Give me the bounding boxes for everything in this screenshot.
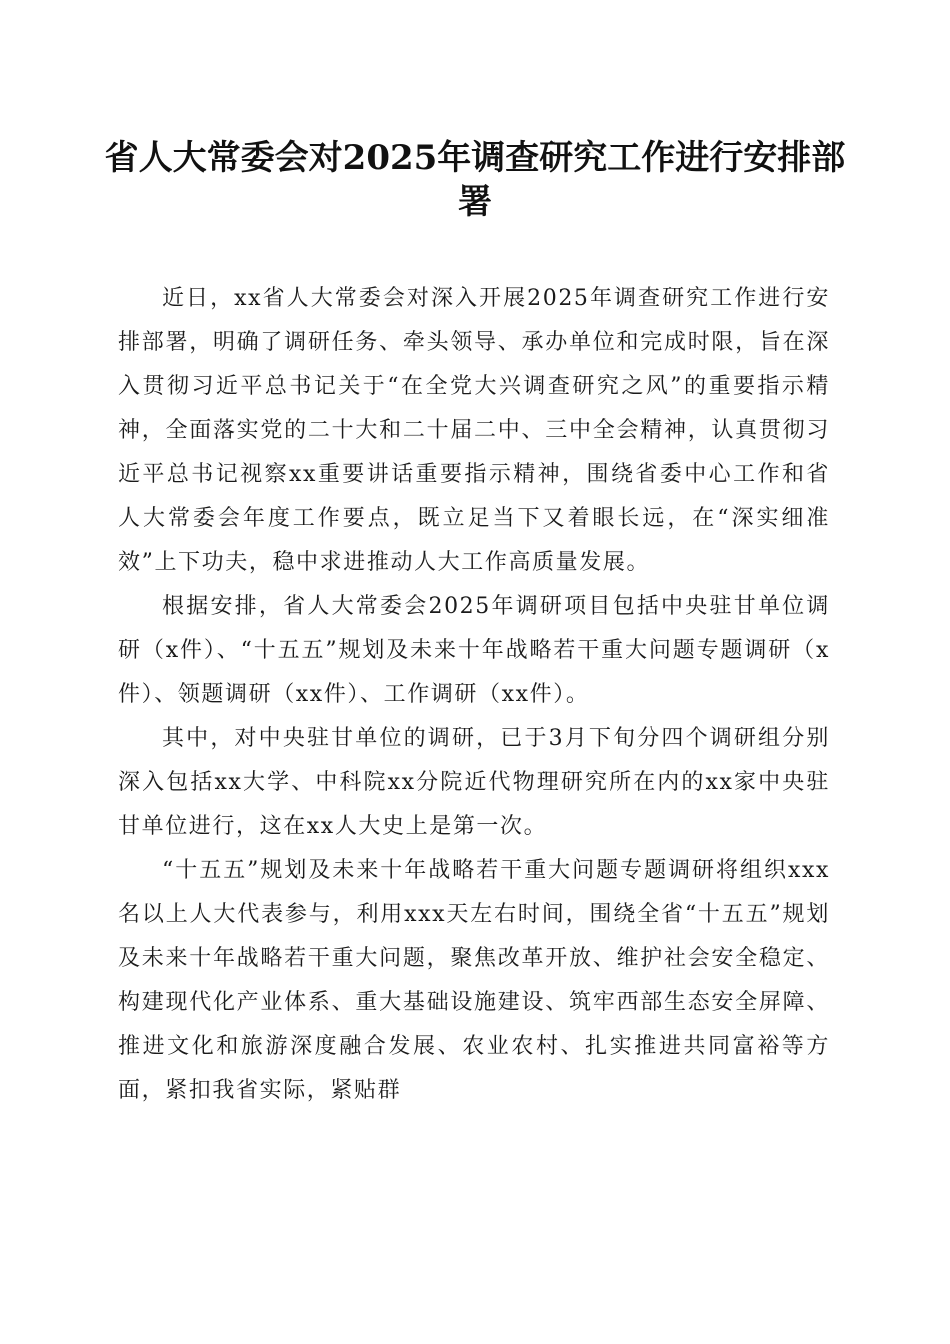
paragraph-3: 其中，对中央驻甘单位的调研，已于3月下旬分四个调研组分别深入包括xx大学、中科院xx分院近代物理研究所在内的xx家中央驻甘单位进行，这在xx人大史上是第一次。 [118, 726, 830, 839]
paragraph-4: “十五五”规划及未来十年战略若干重大问题专题调研将组织xxx名以上人大代表参与，利用xxx天左右时间，围绕全省“十五五”规划及未来十年战略若干重大问题，聚焦改革开放、维护社会安全稳定、构建现代化产业体系、重大基础设施建设、筑牢西部生态安全屏障、推进文化和旅游深度融合发展、农业农村、扎实推进共同富裕等方面，紧扣我省实际，紧贴群 [118, 858, 830, 1103]
document-title: 省人大常委会对2025年调查研究工作进行安排部署 [104, 138, 846, 222]
document-body [118, 277, 830, 1113]
paragraph-1: 近日，xx省人大常委会对深入开展2025年调查研究工作进行安排部署，明确了调研任务、牵头领导、承办单位和完成时限，旨在深入贯彻习近平总书记关于“在全党大兴调查研究之风”的重要指示精神，全面落实党的二十大和二十届二中、三中全会精神，认真贯彻习近平总书记视察xx重要讲话重要指示精神，围绕省委中心工作和省人大常委会年度工作要点，既立足当下又着眼长远，在“深实细准效”上下功夫，稳中求进推动人大工作高质量发展。 [118, 286, 830, 575]
paragraph-2: 根据安排，省人大常委会2025年调研项目包括中央驻甘单位调研（x件）、“十五五”规划及未来十年战略若干重大问题专题调研（x件）、领题调研（xx件）、工作调研（xx件）。 [118, 594, 830, 707]
